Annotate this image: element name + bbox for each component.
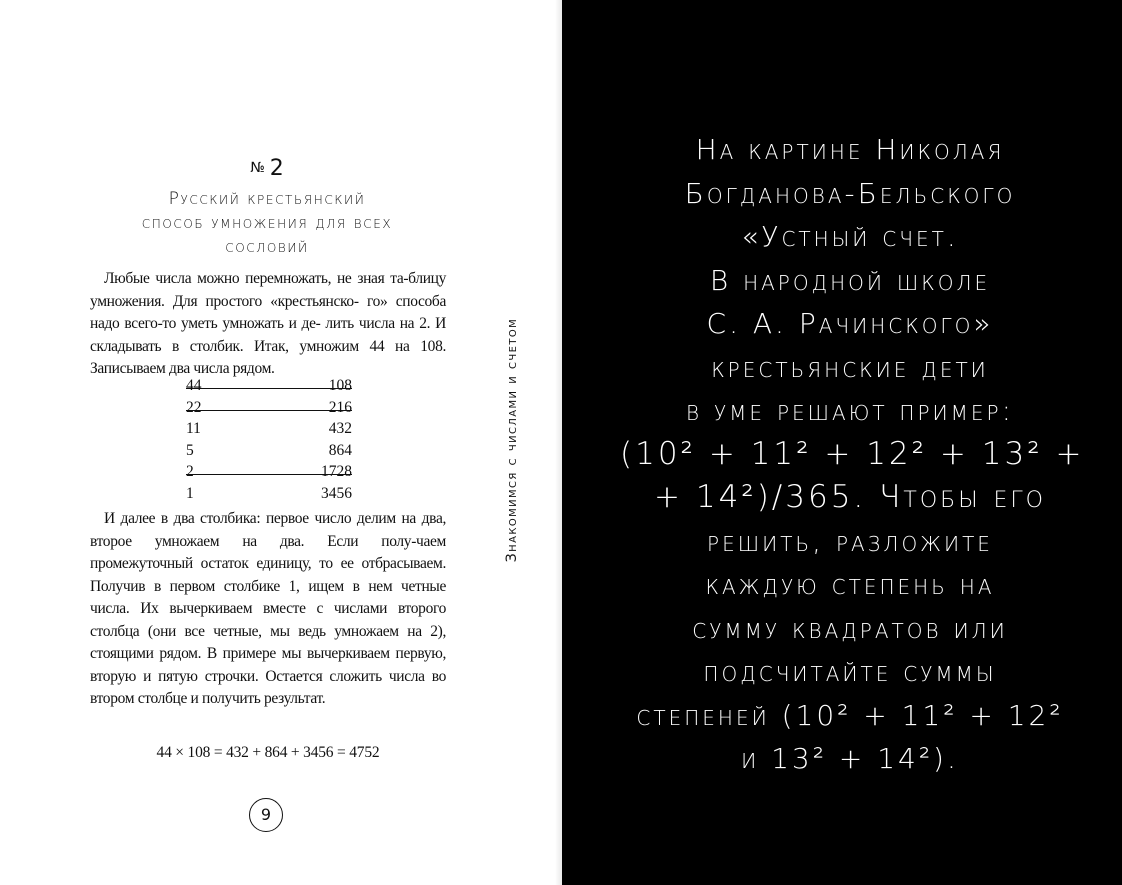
text-line: четные, мы ведь умножаем на 2), стоящими bbox=[90, 622, 446, 662]
chapter-title-line: способ умножения для всех bbox=[141, 213, 393, 233]
table-row bbox=[186, 397, 352, 419]
left-value: 2 bbox=[186, 463, 194, 480]
right-value: 864 bbox=[328, 441, 352, 459]
caption-line: решить, разложите bbox=[707, 524, 993, 558]
chapter-number-value: 2 bbox=[269, 156, 285, 181]
text-line: вторую и пятую строчки. Остается сложить bbox=[90, 667, 382, 685]
left-value: 44 bbox=[186, 377, 202, 394]
chapter-title bbox=[82, 187, 452, 259]
multiplication-table bbox=[186, 375, 352, 504]
text-line: блицу умножения. Для простого «крестьянско- bbox=[90, 270, 446, 310]
caption-line: каждую степень на bbox=[705, 568, 995, 601]
text-line: чаем промежуточный остаток единицу, то ее bbox=[90, 532, 446, 572]
painting-caption bbox=[620, 128, 1085, 781]
table-row bbox=[186, 375, 352, 397]
text-line: вместе с числами второго столбца (они все bbox=[90, 600, 446, 640]
left-value: 5 bbox=[186, 441, 194, 459]
table-row bbox=[186, 418, 352, 440]
table-row bbox=[186, 461, 352, 483]
left-value: 11 bbox=[186, 420, 201, 437]
caption-line: степеней (10² + 11² + 12² bbox=[636, 698, 1064, 732]
caption-line: и 13² + 14²). bbox=[741, 742, 959, 775]
paragraph-text bbox=[90, 268, 446, 381]
right-value: 1728 bbox=[321, 463, 352, 480]
caption-line: С. А. Рачинского» bbox=[706, 307, 994, 340]
intro-paragraph bbox=[90, 268, 446, 381]
right-value: 216 bbox=[328, 398, 352, 416]
caption-line: «Устный счет. bbox=[741, 220, 959, 253]
running-head: Знакомимся с числами и счетом bbox=[504, 317, 520, 563]
right-value: 432 bbox=[328, 420, 352, 437]
left-value: 22 bbox=[186, 398, 202, 416]
caption-line: в уме решают пример: bbox=[685, 394, 1015, 427]
right-value: 3456 bbox=[321, 484, 352, 502]
text-line: отбрасываем. Получив в первом столбике 1, bbox=[90, 555, 446, 595]
explanation-paragraph bbox=[90, 508, 446, 711]
chapter-number bbox=[90, 156, 445, 181]
caption-line: крестьянские дети bbox=[711, 350, 989, 384]
caption-line: В народной школе bbox=[709, 263, 991, 297]
text-line: И далее в два столбика: первое число делим bbox=[104, 510, 396, 527]
text-line: умножим 44 на 108. Записываем два числа рядом. bbox=[90, 337, 446, 377]
table-row bbox=[186, 440, 352, 462]
text-line: ищем в нем четные числа. Их вычеркиваем bbox=[90, 577, 446, 617]
chapter-title-line: сословий bbox=[225, 237, 309, 257]
page-number: 9 bbox=[249, 798, 283, 832]
right-value: 108 bbox=[328, 377, 352, 394]
text-line: Любые числа можно перемножать, не зная та- bbox=[104, 270, 409, 287]
text-line: рядом. В примере мы вычеркиваем первую, bbox=[159, 645, 447, 662]
paragraph-text bbox=[90, 508, 446, 711]
caption-line: сумму квадратов или bbox=[692, 611, 1008, 645]
text-line: на два, второе умножаем на два. Если полу- bbox=[90, 510, 447, 550]
text-line: го» способа надо всего-то уметь умножать и де- bbox=[90, 292, 447, 332]
result-equation: 44 × 108 = 432 + 864 + 3456 = 4752 bbox=[156, 744, 380, 761]
caption-line: + 14²)/365. Чтобы его bbox=[654, 479, 1046, 515]
left-value: 1 bbox=[186, 484, 194, 502]
chapter-title-line: Русский крестьянский bbox=[168, 189, 366, 209]
number-sign: № bbox=[250, 160, 266, 176]
caption-line: Богданова-Бельского bbox=[684, 176, 1016, 210]
caption-line: На картине Николая bbox=[695, 133, 1005, 166]
text-line: лить числа на 2. И складывать в столбик. Итак, bbox=[90, 315, 446, 355]
caption-line: (10² + 11² + 12² + 13² + bbox=[620, 435, 1085, 472]
caption-line: подсчитайте суммы bbox=[703, 655, 997, 688]
table-row bbox=[186, 483, 352, 505]
text-line: числа во втором столбце и получить результат. bbox=[90, 667, 447, 707]
